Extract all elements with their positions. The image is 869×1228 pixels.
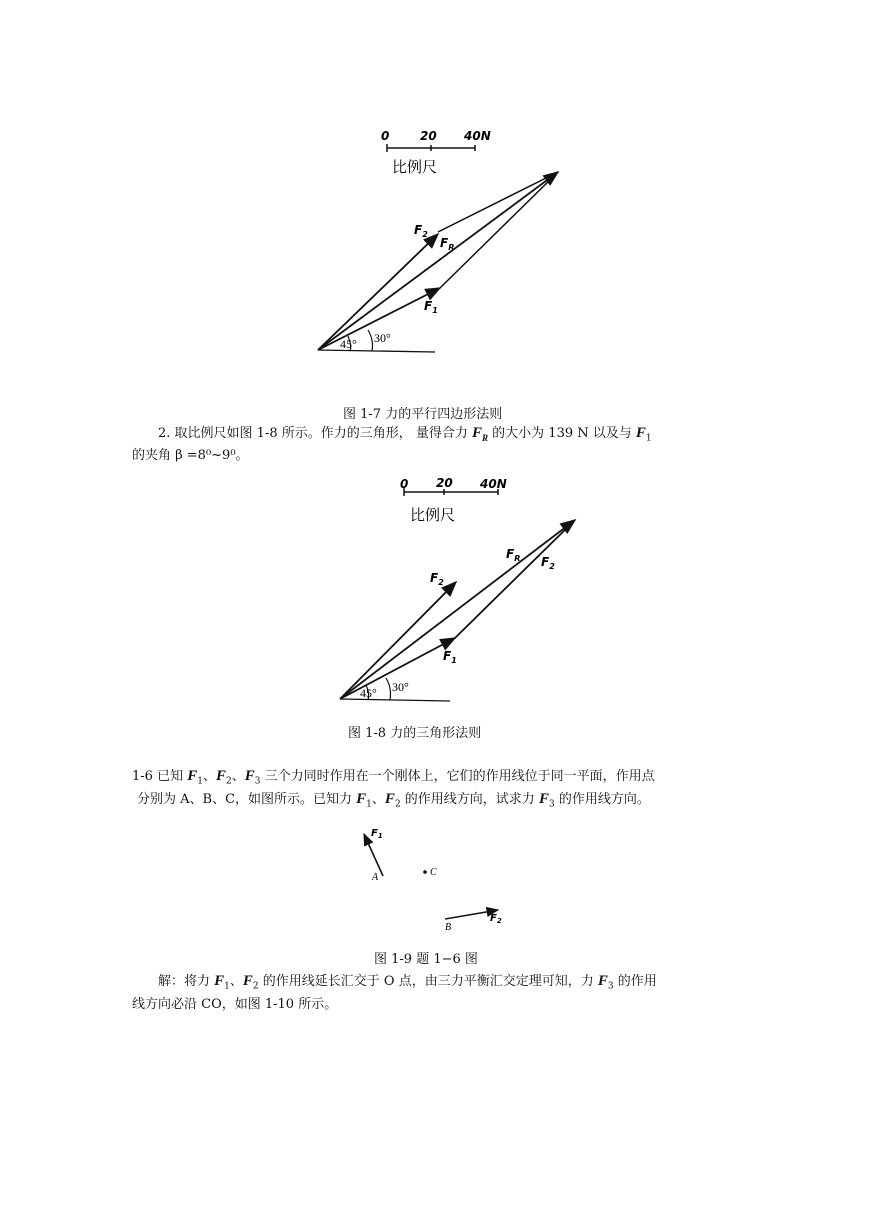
scale-label: 比例尺: [392, 160, 438, 176]
figure-1-9: [350, 822, 520, 937]
scale-bar: [400, 476, 507, 524]
f1-arrow: [364, 834, 383, 876]
f2-label: $F_2$: [430, 571, 444, 587]
angle-arc-30: [368, 330, 373, 351]
f1-label: $F_1$: [424, 299, 438, 315]
fr-label: $F_R$: [506, 547, 521, 563]
baseline: [340, 699, 450, 701]
scale-tick-0: 0: [381, 129, 390, 143]
figure-1-8-caption: 图 1-8 力的三角形法则: [348, 726, 482, 741]
parallelogram-side-1: [440, 172, 558, 288]
parallelogram-side-2: [438, 172, 558, 232]
figure-1-9-caption: 图 1-9 题 1−6 图: [374, 952, 478, 967]
f2-triangle-side: [455, 520, 575, 638]
point-a-label: A: [372, 872, 379, 883]
figure-1-8: [310, 470, 600, 715]
angle-30-label: 30°: [374, 331, 391, 345]
scale-label: 比例尺: [410, 508, 456, 524]
angle-arc-30: [386, 678, 391, 700]
scale-tick-0: 0: [400, 477, 409, 491]
scale-tick-20: 20: [420, 129, 437, 143]
scale-tick-40: 40N: [464, 129, 491, 143]
point-c-label: C: [430, 867, 437, 878]
scale-tick-40: 40N: [480, 477, 507, 491]
figure-1-7: [290, 110, 590, 395]
angle-45-label: 45°: [340, 337, 357, 351]
f1-label: $F_1$: [371, 828, 383, 840]
point-b-label: B: [445, 922, 452, 933]
solution-line-2: 线方向必沿 CO，如图 1-10 所示。: [132, 997, 338, 1012]
problem-1-6-line-1: 1-6 已知 $F_1$、$F_2$、$F_3$ 三个力同时作用在一个刚体上，它们的作用线位于同一平面，作用点: [132, 768, 655, 787]
f1-label: $F_1$: [443, 649, 457, 665]
f2-label: $F_2$: [414, 223, 428, 239]
paragraph-2-line-1: 2. 取比例尺如图 1-8 所示。作力的三角形， 量得合力 $F_R$ 的大小为 139 N 以及与 $F_1$: [158, 425, 652, 444]
paragraph-2-line-2: 的夹角 β =8⁰~9⁰。: [132, 448, 249, 463]
scale-tick-20: 20: [436, 476, 453, 490]
baseline: [318, 350, 435, 352]
fr-label: $F_R$: [440, 236, 455, 252]
fr-arrow: [318, 172, 558, 350]
f2-label: $F_2$: [490, 913, 502, 925]
figure-1-7-caption: 图 1-7 力的平行四边形法则: [343, 407, 503, 422]
point-c: [423, 870, 427, 874]
solution-line-1: 解：将力 $F_1$、$F_2$ 的作用线延长汇交于 O 点，由三力平衡汇交定理可知，力 $F_3$ 的作用: [158, 973, 657, 992]
f2-triangle-label: $F_2$: [541, 555, 555, 571]
angle-30-label: 30°: [392, 680, 409, 694]
angle-45-label: 45°: [360, 686, 377, 700]
problem-1-6-line-2: 分别为 A、B、C，如图所示。已知力 $F_1$、$F_2$ 的作用线方向，试求力 $F_3$ 的作用线方向。: [137, 791, 650, 810]
scale-bar: [381, 129, 491, 176]
fr-arrow: [340, 520, 575, 699]
